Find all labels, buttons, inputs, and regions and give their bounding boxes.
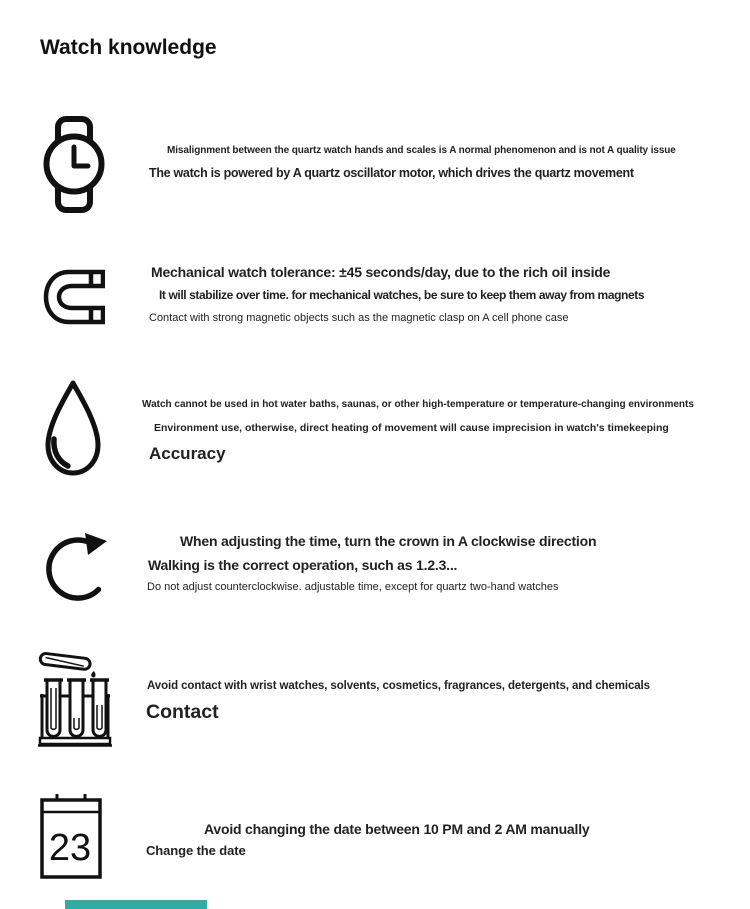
quartz-note-small: Misalignment between the quartz watch hands and scales is A normal phenomenon and is not A quality issue [167,145,676,156]
environment-line: Environment use, otherwise, direct heating of movement will cause imprecision in watch's timekeeping [154,422,669,434]
magnet-stabilize-line: It will stabilize over time. for mechanical watches, be sure to keep them away from magnets [159,288,645,302]
quartz-note-main: The watch is powered by A quartz oscillator motor, which drives the quartz movement [149,166,634,180]
counterclockwise-warning-line: Do not adjust counterclockwise. adjustable time, except for quartz two-hand watches [147,581,559,593]
water-drop-icon [40,378,106,478]
magnet-tolerance-line: Mechanical watch tolerance: ±45 seconds/day, due to the rich oil inside [151,264,611,280]
temperature-warning-line: Watch cannot be used in hot water baths, saunas, or other high-temperature or temperature-changing environments [142,399,694,410]
avoid-date-change-line: Avoid changing the date between 10 PM and 2 AM manually [204,821,590,837]
avoid-chemicals-line: Avoid contact with wrist watches, solvents, cosmetics, fragrances, detergents, and chemicals [147,680,650,692]
test-tubes-icon [38,650,112,747]
contact-heading: Contact [146,701,219,723]
walking-operation-line: Walking is the correct operation, such as 1.2.3... [148,557,458,573]
page-title: Watch knowledge [40,36,217,59]
calendar-icon [40,793,102,879]
watch-icon [43,116,107,213]
magnet-contact-line: Contact with strong magnetic objects such as the magnetic clasp on A cell phone case [149,312,569,324]
calendar-day-number: 23 [48,827,92,869]
bottom-accent-bar [65,900,207,909]
accuracy-heading: Accuracy [149,444,226,463]
change-date-line: Change the date [146,843,246,858]
magnet-icon [42,267,105,327]
clockwise-arrow-icon [42,527,110,607]
crown-clockwise-line: When adjusting the time, turn the crown in A clockwise direction [180,533,597,549]
